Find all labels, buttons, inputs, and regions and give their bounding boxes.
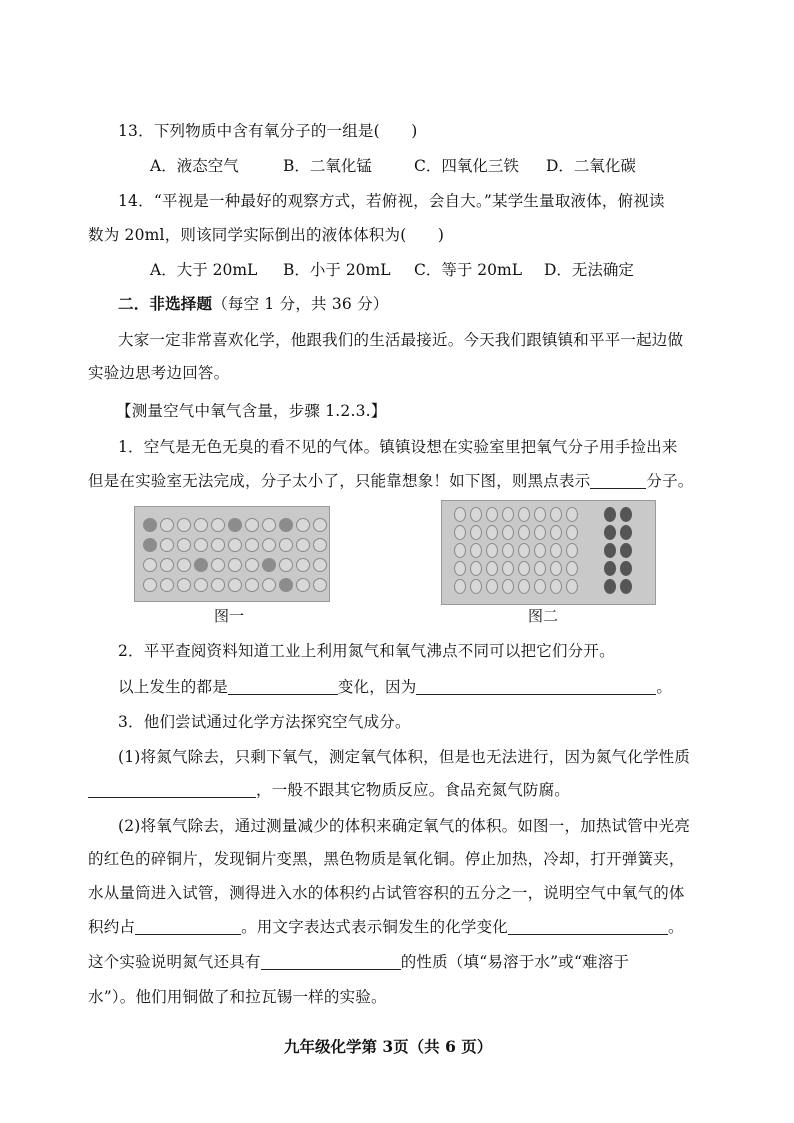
molecule-circle bbox=[194, 578, 208, 592]
molecule-circle bbox=[566, 561, 578, 576]
molecule-circle bbox=[194, 538, 208, 552]
item2-line2-end: 。 bbox=[656, 678, 673, 696]
item3-line1: 3．他们尝试通过化学方法探究空气成分。 bbox=[118, 713, 411, 731]
item3-2-line4 bbox=[88, 916, 684, 938]
page-footer: 九年级化学第 3页（共 6 页） bbox=[284, 1037, 493, 1056]
item2-line2-text: 以上发生的都是 bbox=[118, 678, 228, 696]
molecule-circle bbox=[245, 558, 259, 572]
molecule-circle bbox=[262, 518, 276, 532]
molecule-circle bbox=[486, 543, 498, 558]
molecule-circle bbox=[143, 578, 157, 592]
oxygen-molecule-dot bbox=[194, 558, 208, 572]
q14-option-c: C．等于 20mL bbox=[414, 261, 523, 279]
q13-option-b: B．二氧化锰 bbox=[283, 157, 372, 175]
molecule-circle bbox=[470, 561, 482, 576]
item1-line2-text: 但是在实验室无法完成，分子太小了，只能靠想象！如下图，则黑点表示 bbox=[88, 472, 591, 490]
molecule-circle bbox=[502, 525, 514, 540]
q13-option-c: C．四氧化三铁 bbox=[414, 157, 519, 175]
molecule-circle bbox=[296, 538, 310, 552]
molecule-circle bbox=[454, 543, 466, 558]
oxygen-molecule-dot bbox=[620, 561, 632, 576]
oxygen-molecule-dot bbox=[620, 525, 632, 540]
molecule-circle bbox=[502, 543, 514, 558]
molecule-circle bbox=[502, 561, 514, 576]
molecule-circle bbox=[566, 543, 578, 558]
q14-stem-line2: 数为 20ml，则该同学实际倒出的液体体积为( ) bbox=[88, 226, 445, 244]
molecule-circle bbox=[566, 525, 578, 540]
molecule-circle bbox=[454, 507, 466, 522]
molecule-circle bbox=[177, 518, 191, 532]
molecule-circle bbox=[534, 525, 546, 540]
q13-option-d: D．二氧化碳 bbox=[546, 157, 636, 175]
molecule-circle bbox=[454, 579, 466, 594]
molecule-circle bbox=[211, 578, 225, 592]
item3-2-line2: 的红色的碎铜片，发现铜片变黑，黑色物质是氧化铜。停止加热，冷却，打开弹簧夹， bbox=[88, 850, 685, 868]
molecule-circle bbox=[518, 525, 530, 540]
item2-line1: 2．平平查阅资料知道工业上利用氮气和氧气沸点不同可以把它们分开。 bbox=[118, 642, 615, 660]
molecule-circle bbox=[262, 578, 276, 592]
molecule-circle bbox=[566, 507, 578, 522]
item2-line2 bbox=[118, 676, 672, 698]
molecule-circle bbox=[502, 507, 514, 522]
item3-2-solubility-blank[interactable] bbox=[261, 953, 401, 970]
item3-2-line5-text: 这个实验说明氮气还具有 bbox=[88, 953, 261, 971]
oxygen-molecule-dot bbox=[604, 507, 616, 522]
molecule-circle bbox=[470, 525, 482, 540]
molecule-circle bbox=[550, 507, 562, 522]
molecule-circle bbox=[245, 578, 259, 592]
molecule-circle bbox=[486, 579, 498, 594]
molecule-circle bbox=[313, 518, 327, 532]
item3-1-line2 bbox=[88, 779, 570, 801]
molecule-circle bbox=[177, 538, 191, 552]
molecule-circle bbox=[177, 558, 191, 572]
molecule-circle bbox=[518, 579, 530, 594]
molecule-circle bbox=[279, 538, 293, 552]
item3-2-line6: 水”）。他们用铜做了和拉瓦锡一样的实验。 bbox=[88, 988, 387, 1006]
molecule-circle bbox=[194, 518, 208, 532]
molecule-circle bbox=[211, 558, 225, 572]
molecule-circle bbox=[245, 538, 259, 552]
bracket-title: 【测量空气中氧气含量，步骤 1.2.3.】 bbox=[116, 402, 387, 420]
q14-option-b: B．小于 20mL bbox=[283, 261, 391, 279]
item3-2-line5-tail: 的性质（填“易溶于水”或“难溶于 bbox=[400, 953, 630, 971]
molecule-circle bbox=[313, 538, 327, 552]
oxygen-molecule-dot bbox=[620, 579, 632, 594]
oxygen-molecule-dot bbox=[604, 543, 616, 558]
section2-heading-title: 二．非选择题 bbox=[118, 294, 213, 313]
item3-2-line5 bbox=[88, 951, 629, 973]
molecule-circle bbox=[160, 518, 174, 532]
intro-line1: 大家一定非常喜欢化学，他跟我们的生活最接近。今天我们跟镇镇和平平一起边做 bbox=[118, 331, 684, 349]
item2-reason-blank[interactable] bbox=[416, 678, 656, 695]
item3-1-property-blank[interactable] bbox=[88, 781, 256, 798]
item3-2-line1: (2)将氧气除去，通过测量减少的体积来确定氧气的体积。如图一，加热试管中光亮 bbox=[118, 817, 691, 835]
q14-stem-line1: 14．“平视是一种最好的观察方式，若俯视，会自大。”某学生量取液体，俯视读 bbox=[118, 192, 665, 210]
molecule-circle bbox=[518, 507, 530, 522]
molecule-circle bbox=[454, 561, 466, 576]
molecule-circle bbox=[534, 561, 546, 576]
oxygen-molecule-dot bbox=[620, 543, 632, 558]
item3-2-line4-mid: 。用文字表达式表示铜发生的化学变化 bbox=[241, 918, 509, 936]
molecule-circle bbox=[486, 561, 498, 576]
molecule-circle bbox=[279, 558, 293, 572]
molecule-circle bbox=[550, 561, 562, 576]
item2-line2-mid: 变化，因为 bbox=[337, 678, 417, 696]
item1-answer-blank[interactable] bbox=[590, 472, 646, 489]
item3-1-line2-text: ，一般不跟其它物质反应。食品充氮气防腐。 bbox=[256, 781, 571, 799]
molecule-circle bbox=[550, 579, 562, 594]
item1-line2 bbox=[88, 470, 694, 492]
q14-option-d: D．无法确定 bbox=[544, 261, 634, 279]
molecule-circle bbox=[313, 578, 327, 592]
figure-two-caption: 图二 bbox=[528, 607, 559, 625]
oxygen-molecule-dot bbox=[604, 561, 616, 576]
q13-option-a: A．液态空气 bbox=[150, 157, 239, 175]
q14-option-a: A．大于 20mL bbox=[150, 261, 258, 279]
oxygen-molecule-dot bbox=[262, 558, 276, 572]
molecule-circle bbox=[160, 558, 174, 572]
q14-options bbox=[150, 259, 634, 281]
figure-one-molecule-grid bbox=[134, 506, 330, 602]
oxygen-molecule-dot bbox=[620, 507, 632, 522]
oxygen-molecule-dot bbox=[228, 518, 242, 532]
molecule-circle bbox=[486, 525, 498, 540]
oxygen-molecule-dot bbox=[279, 578, 293, 592]
item1-line1: 1．空气是无色无臭的看不见的气体。镇镇设想在实验室里把氧气分子用手捡出来 bbox=[118, 438, 678, 456]
molecule-circle bbox=[262, 538, 276, 552]
oxygen-molecule-dot bbox=[143, 518, 157, 532]
item2-change-type-blank[interactable] bbox=[228, 678, 338, 695]
molecule-circle bbox=[313, 558, 327, 572]
molecule-circle bbox=[211, 538, 225, 552]
molecule-circle bbox=[245, 518, 259, 532]
molecule-circle bbox=[534, 579, 546, 594]
molecule-circle bbox=[470, 579, 482, 594]
molecule-circle bbox=[454, 525, 466, 540]
item3-1-line1: (1)将氮气除去，只剩下氧气，测定氧气体积，但是也无法进行，因为氮气化学性质 bbox=[118, 748, 691, 766]
figure-one-caption: 图一 bbox=[214, 607, 245, 625]
item3-2-volume-blank[interactable] bbox=[135, 918, 241, 935]
molecule-circle bbox=[228, 578, 242, 592]
figure-two-molecule-grid bbox=[441, 500, 656, 605]
molecule-circle bbox=[518, 561, 530, 576]
molecule-circle bbox=[550, 525, 562, 540]
molecule-circle bbox=[486, 507, 498, 522]
item1-line2-tail: 分子。 bbox=[646, 472, 694, 490]
molecule-circle bbox=[518, 543, 530, 558]
molecule-circle bbox=[296, 558, 310, 572]
molecule-circle bbox=[296, 518, 310, 532]
section2-heading bbox=[118, 293, 389, 315]
molecule-circle bbox=[160, 538, 174, 552]
q13-stem: 13．下列物质中含有氧分子的一组是( ) bbox=[118, 122, 418, 140]
item3-2-line4-text: 积约占 bbox=[88, 918, 136, 936]
molecule-circle bbox=[550, 543, 562, 558]
intro-line2: 实验边思考边回答。 bbox=[88, 364, 230, 382]
molecule-circle bbox=[534, 543, 546, 558]
molecule-circle bbox=[177, 578, 191, 592]
item3-2-line4-end: 。 bbox=[668, 918, 684, 936]
section2-heading-note: （每空 1 分，共 36 分） bbox=[212, 295, 389, 313]
molecule-circle bbox=[211, 518, 225, 532]
molecule-circle bbox=[228, 558, 242, 572]
oxygen-molecule-dot bbox=[604, 579, 616, 594]
molecule-circle bbox=[470, 543, 482, 558]
molecule-circle bbox=[566, 579, 578, 594]
q13-options bbox=[150, 155, 636, 177]
oxygen-molecule-dot bbox=[604, 525, 616, 540]
item3-2-line3: 水从量筒进入试管，测得进入水的体积约占试管容积的五分之一，说明空气中氧气的体 bbox=[88, 884, 685, 902]
molecule-circle bbox=[228, 538, 242, 552]
molecule-circle bbox=[470, 507, 482, 522]
molecule-circle bbox=[296, 578, 310, 592]
item3-2-expression-blank[interactable] bbox=[508, 918, 668, 935]
molecule-circle bbox=[502, 579, 514, 594]
oxygen-molecule-dot bbox=[279, 518, 293, 532]
molecule-circle bbox=[534, 507, 546, 522]
molecule-circle bbox=[143, 558, 157, 572]
molecule-circle bbox=[160, 578, 174, 592]
oxygen-molecule-dot bbox=[143, 538, 157, 552]
